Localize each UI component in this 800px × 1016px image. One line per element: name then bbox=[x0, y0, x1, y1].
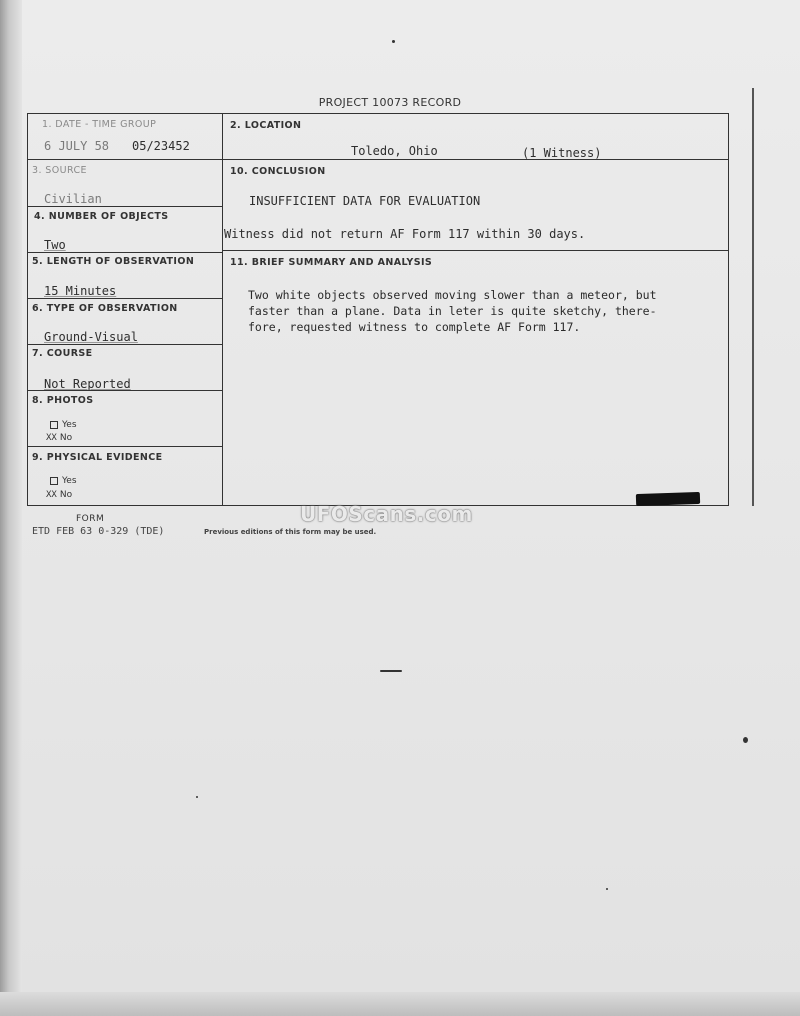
scan-speck bbox=[606, 888, 608, 890]
brief-summary-label: 11. BRIEF SUMMARY AND ANALYSIS bbox=[230, 257, 433, 268]
rule-source-bottom bbox=[28, 206, 222, 207]
redaction-mark bbox=[636, 492, 700, 506]
course-label: 7. COURSE bbox=[32, 348, 93, 359]
rule-photos-bottom bbox=[28, 446, 222, 447]
photos-no-option: XX No bbox=[46, 433, 73, 443]
physical-evidence-label: 9. PHYSICAL EVIDENCE bbox=[32, 452, 163, 463]
conclusion-note: Witness did not return AF Form 117 within 30 days. bbox=[224, 227, 586, 241]
column-divider bbox=[222, 114, 223, 505]
summary-line: fore, requested witness to complete AF Form 117. bbox=[248, 320, 581, 334]
record-form bbox=[27, 113, 729, 506]
rule-dtg-bottom bbox=[28, 159, 222, 160]
scan-speck bbox=[380, 670, 402, 672]
scan-bottom-edge-shadow bbox=[0, 992, 800, 1016]
number-of-objects-label: 4. NUMBER OF OBJECTS bbox=[34, 211, 169, 222]
date-time-group-date: 6 JULY 58 bbox=[44, 139, 110, 153]
physical-evidence-yes-option: Yes bbox=[50, 476, 77, 486]
rule-location-bottom bbox=[222, 159, 728, 160]
watermark: UFOScans.com bbox=[300, 502, 473, 526]
source-value: Civilian bbox=[44, 192, 102, 206]
rule-type-bottom bbox=[28, 344, 222, 345]
conclusion-value: INSUFFICIENT DATA FOR EVALUATION bbox=[249, 194, 481, 208]
rule-length-bottom bbox=[28, 298, 222, 299]
form-title: PROJECT 10073 RECORD bbox=[318, 96, 462, 109]
summary-line: faster than a plane. Data in leter is quite sketchy, there- bbox=[248, 304, 657, 318]
scan-speck bbox=[743, 737, 748, 743]
location-label: 2. LOCATION bbox=[230, 120, 302, 131]
type-of-observation-label: 6. TYPE OF OBSERVATION bbox=[32, 303, 178, 314]
scan-speck bbox=[196, 796, 198, 798]
scan-left-edge-shadow bbox=[0, 0, 22, 1016]
footer-form-code: ETD FEB 63 0-329 (TDE) bbox=[32, 526, 165, 537]
date-time-group-label: 1. DATE - TIME GROUP bbox=[42, 119, 157, 130]
rule-objects-bottom bbox=[28, 252, 222, 253]
location-value: Toledo, Ohio bbox=[351, 144, 438, 158]
rule-conclusion-bottom bbox=[222, 250, 728, 251]
date-time-group-time: 05/23452 bbox=[132, 139, 190, 153]
x-mark-icon: XX bbox=[46, 490, 57, 500]
type-of-observation-value: Ground-Visual bbox=[44, 330, 138, 344]
physical-evidence-no-option: XX No bbox=[46, 490, 73, 500]
source-label: 3. SOURCE bbox=[32, 165, 87, 176]
length-of-observation-label: 5. LENGTH OF OBSERVATION bbox=[32, 256, 195, 267]
footer-note: Previous editions of this form may be used. bbox=[204, 528, 377, 536]
checkbox-icon bbox=[50, 477, 58, 485]
photos-yes-option: Yes bbox=[50, 420, 77, 430]
length-of-observation-value: 15 Minutes bbox=[44, 284, 117, 298]
x-mark-icon: XX bbox=[46, 433, 57, 443]
checkbox-icon bbox=[50, 421, 58, 429]
number-of-objects-value: Two bbox=[44, 238, 66, 252]
course-value: Not Reported bbox=[44, 377, 131, 391]
conclusion-label: 10. CONCLUSION bbox=[230, 166, 326, 177]
margin-rule bbox=[752, 88, 754, 506]
witness-count: (1 Witness) bbox=[522, 146, 602, 160]
brief-summary-text bbox=[248, 287, 728, 335]
photos-label: 8. PHOTOS bbox=[32, 395, 94, 406]
footer-form-label: FORM bbox=[76, 514, 105, 524]
scan-speck bbox=[392, 40, 395, 43]
summary-line: Two white objects observed moving slower than a meteor, but bbox=[248, 288, 657, 302]
